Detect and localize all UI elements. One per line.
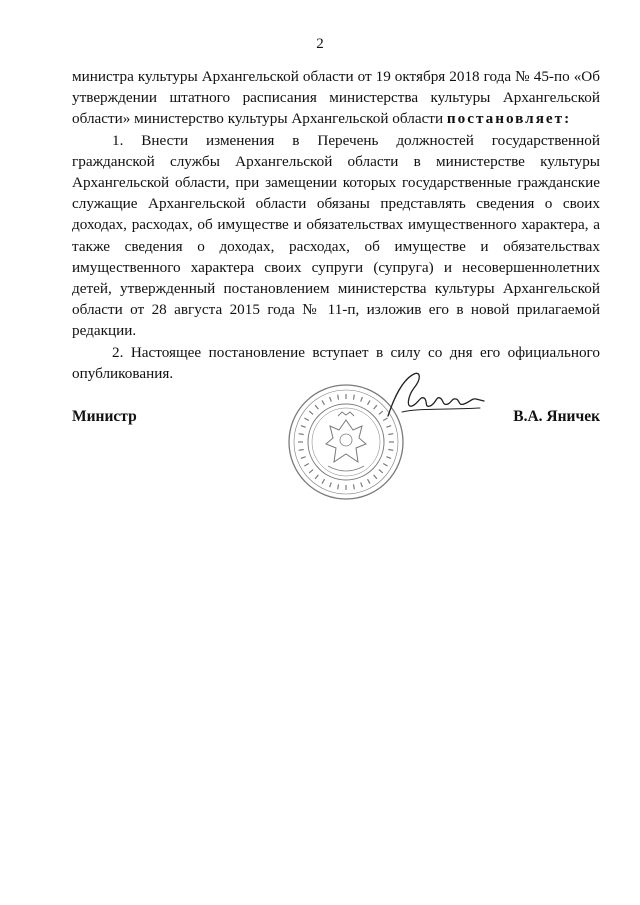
seal-rim-mark	[361, 482, 363, 487]
seal-rim-mark	[304, 418, 308, 421]
seal-rim-mark	[383, 464, 387, 467]
seal-rim-mark	[388, 450, 393, 451]
seal-rim-mark	[304, 464, 308, 467]
paragraph-1: 1. Внести изменения в Перечень должностей государственной гражданской службы Архангельской области в министерстве культуры Архангельской области, при замещении которых государственные гражданские служащие Архангельской области обязаны представлять сведения о своих доходах, расходах, об имуществе и обязательствах имущественного характера, а также сведения о доходах, расходах, об имуществе и обязательствах имущественного характера своих супруги (супруга) и несовершеннолетних детей, утвержденный постановлением министерства культуры Архангельской области от 28 августа 2015 года № 11-п, изложив его в новой прилагаемой редакции.	[72, 131, 600, 340]
seal-rim-mark	[388, 434, 393, 435]
seal-rim-mark	[386, 426, 391, 428]
seal-rim-mark	[301, 426, 306, 428]
seal-rim-mark	[379, 411, 383, 414]
seal-rim-mark	[330, 397, 332, 402]
seal-rim-mark	[322, 479, 325, 483]
signer-position: Министр	[72, 408, 137, 425]
seal-rim-mark	[301, 457, 306, 459]
seal-rim-mark	[379, 470, 383, 473]
handwritten-signature-icon	[384, 368, 494, 424]
seal-rim-mark	[309, 411, 313, 414]
seal-rim-mark	[299, 434, 304, 435]
seal-rim-mark	[374, 475, 377, 479]
resolution-keyword: постановляет:	[446, 110, 572, 128]
seal-rim-mark	[368, 400, 371, 404]
seal-rim-mark	[368, 479, 371, 483]
seal-rim-mark	[338, 395, 339, 400]
seal-rim-mark	[309, 470, 313, 473]
seal-rim-mark	[315, 405, 318, 409]
seal-rim-mark	[299, 450, 304, 451]
seal-rim-mark	[315, 475, 318, 479]
intro-paragraph	[72, 66, 600, 130]
seal-rim-mark	[386, 457, 391, 459]
seal-rim-mark	[330, 482, 332, 487]
page-number: 2	[316, 36, 324, 52]
signature-block	[72, 402, 600, 512]
seal-rim-mark	[354, 395, 355, 400]
seal-rim-mark	[374, 405, 377, 409]
paragraph-2: 2. Настоящее постановление вступает в силу со дня его официального опубликования.	[72, 343, 600, 382]
document-body	[72, 66, 600, 384]
seal-rim-mark	[361, 397, 363, 402]
seal-rim-mark	[354, 484, 355, 489]
intro-text: министра культуры Архангельской области от 19 октября 2018 года № 45-по «Об утверждении штатного расписания министерства культуры Архангельской области» министерство культуры Архангельской области	[72, 68, 600, 128]
seal-rim-mark	[338, 484, 339, 489]
signer-name: В.А. Яничек	[513, 408, 600, 425]
seal-rim-mark	[322, 400, 325, 404]
